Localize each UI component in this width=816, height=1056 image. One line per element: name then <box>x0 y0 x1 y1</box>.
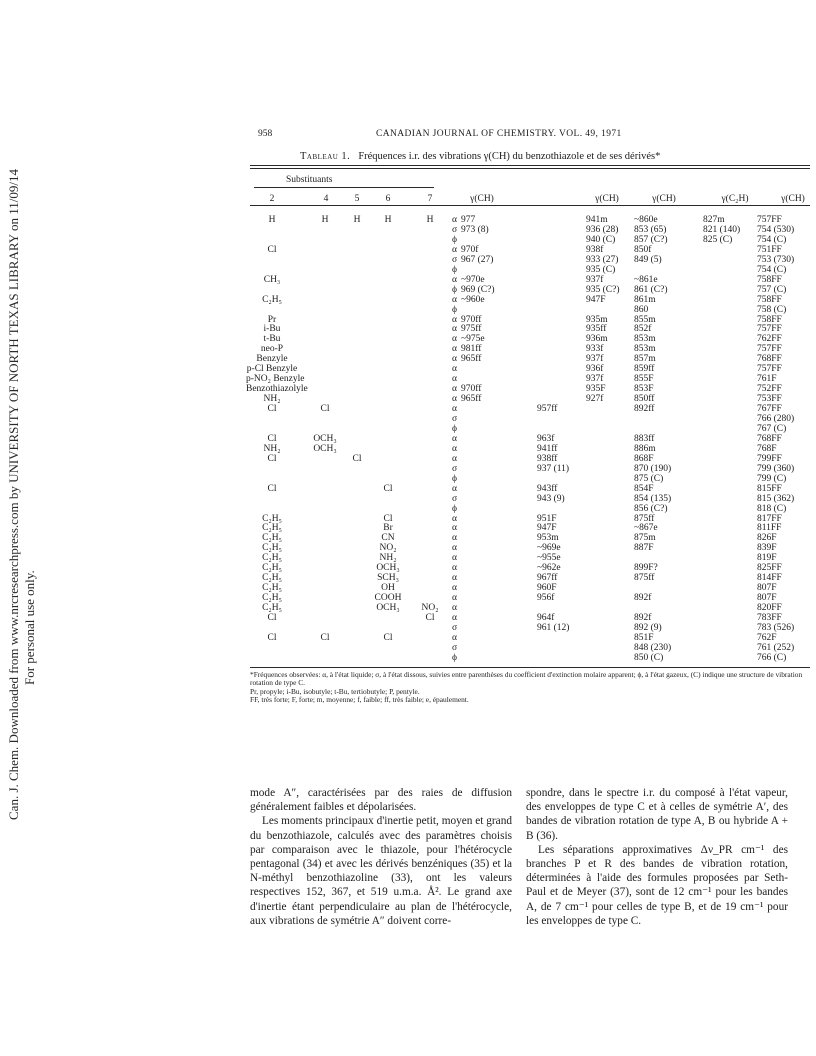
column-header: 6 <box>385 194 391 204</box>
table-cell-g1: ~960e <box>461 294 485 305</box>
table-cell-g1: 967 (27) <box>461 254 494 265</box>
table-cell-ph: α <box>452 324 457 335</box>
table-cell-ph: α <box>452 603 457 614</box>
table-cell-ph: ϕ <box>452 423 458 434</box>
table-cell-g3: 937f <box>586 374 604 385</box>
page-number: 958 <box>258 129 273 139</box>
table-cell-g6: 761F <box>757 374 777 385</box>
table-cell-g4: 855m <box>634 314 656 325</box>
table-cell-ph: α <box>452 314 457 325</box>
table-cell-g4: 853m <box>634 334 656 345</box>
table-cell-s2: p-Cl Benzyle <box>246 364 298 375</box>
table-cell-s2: H <box>268 215 276 225</box>
table-cell-g6: 757 (C) <box>757 284 787 295</box>
table-cell-s4: OCH₃ <box>313 443 337 454</box>
table-cell-g4: 875ff <box>634 513 655 524</box>
table-cell-g4: ~860e <box>634 215 658 225</box>
table-cell-ph: α <box>452 523 457 534</box>
table-cell-g2: 961 (12) <box>537 622 570 633</box>
paragraph: Les moments principaux d'inertie petit, moyen et grand du benzothiazole, calculés avec des paramètres choisis par comparaison avec le thiazole, pour l'hétérocycle pentagonal (34) et avec les dérivés benzéniques (35) et la N-méthyl benzothiazoline (33), ont les valeurs respectives 152, 367, et 519 u.m.a. Å². Le grand axe d'inertie étant perpendiculaire au plan de l'hétérocycle, aux vibrations de symétrie A″ doivent corre- <box>250 815 512 927</box>
table-cell-ph: α <box>452 483 457 494</box>
table-cell-g2: 956f <box>537 593 555 604</box>
table-bottom-rule <box>250 667 810 668</box>
table-cell-g6: 799 (C) <box>757 473 787 484</box>
table-cell-g6: 767FF <box>757 404 782 415</box>
table-cell-g2: 963f <box>537 433 555 444</box>
table-cell-s7: Cl <box>425 613 435 623</box>
footnote-line-1: *Fréquences observées: α, à l'état liquide; σ, à l'état dissous, suivies entre parenthèses du coefficient d'extinction molaire apparent; ϕ, à l'état gazeux, (C) indique une structure de vibration rotation de type C. <box>250 670 803 688</box>
table-cell-s6: OCH₃ <box>376 603 400 614</box>
table-cell-s2: neo-P <box>260 344 284 355</box>
table-cell-g2: 943ff <box>537 483 558 494</box>
table-cell-g2: 937 (11) <box>537 463 570 474</box>
table-cell-g1: 970f <box>461 244 479 255</box>
table-cell-g3: 938f <box>586 244 604 255</box>
table-cell-g4: 853 (65) <box>634 224 667 235</box>
table-cell-s2: C₂H₅ <box>262 533 282 544</box>
table-cell-ph: α <box>452 354 457 365</box>
table-cell-ph: α <box>452 543 457 554</box>
table-cell-ph: σ <box>452 254 458 265</box>
table-caption-label: Tableau 1. <box>300 151 351 162</box>
table-cell-ph: α <box>452 433 457 444</box>
table-cell-g1: 970ff <box>461 384 482 395</box>
table-cell-s2: NH₂ <box>263 394 281 405</box>
table-cell-s2: C₂H₅ <box>262 523 282 534</box>
table-cell-s6: NO₂ <box>379 543 397 554</box>
table-cell-ph: α <box>452 593 457 604</box>
table-cell-ph: α <box>452 583 457 594</box>
table-cell-s2: Cl <box>267 453 277 464</box>
table-cell-g6: 814FF <box>757 573 782 584</box>
table-cell-g2: 951F <box>537 513 557 524</box>
table-cell-s2: C₂H₅ <box>262 563 282 574</box>
table-cell-g6: 783 (526) <box>757 622 795 633</box>
table-cell-ph: α <box>452 374 457 385</box>
table-cell-g1: 975ff <box>461 324 482 335</box>
table-cell-g2: ~955e <box>537 553 561 564</box>
table-cell-g3: 927f <box>586 394 604 405</box>
table-cell-ph: α <box>452 573 457 584</box>
group-header-rule <box>254 187 434 188</box>
table-cell-s2: C₂H₅ <box>262 603 282 614</box>
table-cell-s6: OH <box>381 583 395 594</box>
table-cell-s2: Pr <box>267 314 277 325</box>
table-cell-s2: C₂H₅ <box>262 583 282 594</box>
table-cell-g2: 943 (9) <box>537 493 565 504</box>
table-cell-g4: 887F <box>634 543 654 554</box>
table-cell-g6: 818 (C) <box>757 503 787 514</box>
table-cell-ph: α <box>452 533 457 544</box>
table-cell-ph: α <box>452 244 457 255</box>
table-cell-g6: 758FF <box>757 274 782 285</box>
column-header: 4 <box>323 194 329 204</box>
table-cell-s2: Cl <box>267 483 277 494</box>
table-cell-g6: 783FF <box>757 613 782 623</box>
column-header: γ(CH) <box>781 194 805 204</box>
table-cell-g4: 851F <box>634 632 654 643</box>
table-cell-g4: 892f <box>634 593 652 604</box>
table-cell-g2: 957ff <box>537 404 558 415</box>
table-cell-s6: OCH₃ <box>376 563 400 574</box>
table-cell-g6: 762F <box>757 632 777 643</box>
table-cell-ph: α <box>452 632 457 643</box>
table-cell-g4: 860 <box>634 304 649 315</box>
table-cell-g4: 875ff <box>634 573 655 584</box>
table-cell-g6: 754 (530) <box>757 224 795 235</box>
table-cell-g5: 821 (140) <box>703 224 741 235</box>
table-cell-ph: σ <box>452 642 458 653</box>
table-cell-g1: 965ff <box>461 394 482 405</box>
table-cell-g4: 861m <box>634 294 656 305</box>
table-cell-s6: Br <box>383 523 393 534</box>
table-cell-g6: 768FF <box>757 433 782 444</box>
table-cell-ph: α <box>452 513 457 524</box>
table-cell-g1: 973 (8) <box>461 224 489 235</box>
table-cell-ph: α <box>452 215 457 225</box>
table-caption-text: Fréquences i.r. des vibrations γ(CH) du benzothiazole et de ses dérivés* <box>358 151 661 162</box>
margin-download-line: Can. J. Chem. Downloaded from www.nrcresearchpress.com by UNIVERSITY OF NORTH TEXAS LIBRARY on 11/09/14 <box>6 169 21 820</box>
table-cell-s2: Cl <box>267 404 277 415</box>
table-cell-g4: 892 (9) <box>634 622 662 633</box>
table-cell-s2: Cl <box>267 613 277 623</box>
table-cell-g4: 868F <box>634 453 654 464</box>
table-cell-g3: 947F <box>586 294 606 305</box>
table-top-rule <box>250 165 810 166</box>
table-cell-ph: σ <box>452 463 458 474</box>
table-footnote <box>250 671 810 705</box>
table-cell-s2: C₂H₅ <box>262 513 282 524</box>
table-cell-g6: 768F <box>757 443 777 454</box>
table-cell-g5: 827m <box>703 215 725 225</box>
table-cell-g4: 850f <box>634 244 652 255</box>
table-cell-ph: α <box>452 274 457 285</box>
column-header: 2 <box>269 194 275 204</box>
table-cell-s7: NO₂ <box>421 603 439 614</box>
footnote-line-2: Pr, propyle; i-Bu, isobutyle; t-Bu, tertiobutyle; P, pentyle. <box>250 686 420 696</box>
table-cell-ph: α <box>452 334 457 345</box>
table-cell-s5: H <box>353 215 361 225</box>
table-cell-ph: α <box>452 364 457 375</box>
table-cell-ph: α <box>452 344 457 355</box>
table-cell-ph: σ <box>452 493 458 504</box>
table-cell-g4: 854 (135) <box>634 493 672 504</box>
table-cell-ph: σ <box>452 414 458 424</box>
table-cell-s2: Cl <box>267 632 277 643</box>
table-cell-g1: 969 (C?) <box>461 284 495 295</box>
table-cell-g4: 854F <box>634 483 654 494</box>
table-cell-s6: Cl <box>383 483 393 494</box>
table-cell-ph: α <box>452 394 457 405</box>
table-cell-g6: 815 (362) <box>757 493 795 504</box>
table-cell-g1: 970ff <box>461 314 482 325</box>
table-cell-g1: 981ff <box>461 344 482 355</box>
table-cell-g4: ~867e <box>634 523 658 534</box>
body-right-column <box>526 786 788 928</box>
table-cell-g2: ~962e <box>537 563 561 574</box>
table-cell-g6: 758FF <box>757 314 782 325</box>
table-cell-g2: 941ff <box>537 443 558 454</box>
table-cell-g6: 754 (C) <box>757 264 787 275</box>
table-cell-s6: SCH₃ <box>377 573 399 584</box>
table-cell-s4: H <box>321 215 329 225</box>
table-cell-s4: Cl <box>320 632 330 643</box>
table-cell-g3: 935ff <box>586 324 607 335</box>
table-cell-s6: Cl <box>383 632 393 643</box>
table-cell-ph: ϕ <box>452 503 458 514</box>
table-cell-g6: 757FF <box>757 324 782 335</box>
table-cell-g6: 839F <box>757 543 777 554</box>
table-cell-s2: p-NO₂ Benzyle <box>246 374 305 385</box>
table-cell-ph: ϕ <box>452 284 458 295</box>
column-header: γ(CH) <box>470 194 494 204</box>
table-cell-ph: σ <box>452 622 458 633</box>
table-cell-g6: 758FF <box>757 294 782 305</box>
table-cell-s6: NH₂ <box>379 553 397 564</box>
table-cell-g6: 754 (C) <box>757 234 787 245</box>
table-cell-g6: 758 (C) <box>757 304 787 315</box>
table-cell-g4: 892ff <box>634 404 655 415</box>
table-cell-g3: 935 (C) <box>586 264 616 275</box>
table-cell-ph: α <box>452 553 457 564</box>
table-cell-g4: ~861e <box>634 274 658 285</box>
table-cell-g2: 960F <box>537 583 557 594</box>
table-cell-g4: 857m <box>634 354 656 365</box>
table-cell-s2: CH₃ <box>263 274 281 285</box>
table-cell-g4: 857 (C?) <box>634 234 668 245</box>
table-cell-g4: 849 (5) <box>634 254 662 265</box>
table-cell-g6: 768FF <box>757 354 782 365</box>
footnote-line-3: FF, très forte; F, forte; m, moyenne; f, faible; ff, très faible; e, épaulement. <box>250 695 469 705</box>
table-cell-g1: 965ff <box>461 354 482 365</box>
table-cell-g6: 751FF <box>757 244 782 255</box>
table-cell-ph: α <box>452 294 457 305</box>
table-cell-g2: 964f <box>537 613 555 623</box>
table-cell-g6: 807F <box>757 593 777 604</box>
table-cell-g4: 859ff <box>634 364 655 375</box>
table-cell-g6: 757FF <box>757 364 782 375</box>
table-cell-ph: α <box>452 563 457 574</box>
table-cell-g4: 883ff <box>634 433 655 444</box>
table-cell-g4: 855F <box>634 374 654 385</box>
table-cell-ph: ϕ <box>452 473 458 484</box>
column-header: 5 <box>354 194 360 204</box>
table-cell-g6: 819F <box>757 553 777 564</box>
table-cell-g1: ~970e <box>461 274 485 285</box>
header-bottom-rule <box>250 205 810 206</box>
paragraph: Les séparations approximatives Δν_PR cm⁻¹ des branches P et R des bandes de vibration rotation, déterminées à l'aide des formules proposées par Seth-Paul et de Meyer (37), sont de 12 cm⁻¹ pour les bandes A, de 7 cm⁻¹ pour celles de type B, et de 19 cm⁻¹ pour les enveloppes de type C. <box>526 843 788 927</box>
table-cell-g2: 938ff <box>537 453 558 464</box>
paragraph: mode A″, caractérisées par des raies de diffusion généralement faibles et dépolarisées. <box>250 787 512 814</box>
table-cell-g4: 886m <box>634 443 656 454</box>
table-cell-g6: 807F <box>757 583 777 594</box>
table-cell-s6: CN <box>381 533 395 544</box>
table-cell-g4: 856 (C?) <box>634 503 668 514</box>
column-header: γ(CH) <box>652 194 676 204</box>
table-cell-g2: 967ff <box>537 573 558 584</box>
table-cell-g1: ~975e <box>461 334 485 345</box>
table-cell-ph: ϕ <box>452 264 458 275</box>
paragraph: spondre, dans le spectre i.r. du composé à l'état vapeur, des enveloppes de type C et à celles de symétrie A′, des bandes de vibration rotation de type A, B ou hybride A + B (36). <box>526 787 788 842</box>
table-cell-g6: 811FF <box>757 523 782 534</box>
table-cell-g4: 850 (C) <box>634 652 664 663</box>
journal-title: CANADIAN JOURNAL OF CHEMISTRY. VOL. 49, 1971 <box>376 129 622 139</box>
table-cell-g2: ~969e <box>537 543 561 554</box>
table-cell-g4: 875m <box>634 533 656 544</box>
table-cell-g6: 753 (730) <box>757 254 795 265</box>
table-cell-g6: 762FF <box>757 334 782 345</box>
table-cell-s2: C₂H₅ <box>262 294 282 305</box>
table-cell-g6: 752FF <box>757 384 782 395</box>
table-cell-ph: α <box>452 384 457 395</box>
table-cell-g3: 937f <box>586 354 604 365</box>
table-cell-g4: 853m <box>634 344 656 355</box>
table-cell-s2: Benzyle <box>256 354 288 365</box>
table-cell-g4: 892f <box>634 613 652 623</box>
table-cell-g2: 947F <box>537 523 557 534</box>
group-header-substituants: Substituants <box>286 175 333 185</box>
table-cell-g4: 875 (C) <box>634 473 664 484</box>
table-cell-ph: ϕ <box>452 234 458 245</box>
column-header: 7 <box>427 194 433 204</box>
table-cell-ph: ϕ <box>452 652 458 663</box>
table-cell-g6: 766 (C) <box>757 652 787 663</box>
table-cell-ph: α <box>452 443 457 454</box>
table-caption <box>300 151 660 162</box>
table-cell-g3: 936 (28) <box>586 224 619 235</box>
table-cell-g6: 761 (252) <box>757 642 795 653</box>
table-cell-s7: H <box>426 215 434 225</box>
table-cell-g6: 825FF <box>757 563 782 574</box>
table-cell-g3: 935m <box>586 314 608 325</box>
table-cell-s2: Cl <box>267 433 277 444</box>
table-cell-s2: C₂H₅ <box>262 553 282 564</box>
table-cell-g4: 899F? <box>634 563 658 574</box>
body-left-column <box>250 786 512 928</box>
table-cell-g5: 825 (C) <box>703 234 733 245</box>
table-cell-s2: i-Bu <box>263 324 281 335</box>
table-cell-s6: COOH <box>374 593 402 604</box>
table-cell-g6: 757FF <box>757 215 782 225</box>
table-cell-g3: 933 (27) <box>586 254 619 265</box>
table-cell-s2: NH₂ <box>263 443 281 454</box>
table-cell-g6: 799 (360) <box>757 463 795 474</box>
table-cell-g3: 933f <box>586 344 604 355</box>
table-cell-g6: 820FF <box>757 603 782 614</box>
table-cell-g2: 953m <box>537 533 559 544</box>
table-cell-g3: 941m <box>586 215 608 225</box>
table-cell-ph: σ <box>452 224 458 235</box>
table-cell-ph: α <box>452 613 457 623</box>
table-cell-g4: 861 (C?) <box>634 284 668 295</box>
table-cell-g3: 936m <box>586 334 608 345</box>
column-header: γ(C₂H) <box>721 194 749 204</box>
table-cell-g4: 850ff <box>634 394 655 405</box>
margin-personal-use-line: For personal use only. <box>22 570 37 685</box>
table-cell-g3: 935 (C?) <box>586 284 620 295</box>
table-cell-ph: ϕ <box>452 304 458 315</box>
table-cell-g6: 826F <box>757 533 777 544</box>
table-cell-s2: t-Bu <box>263 334 281 345</box>
table-top-rule-2 <box>250 168 810 169</box>
table-cell-g6: 757FF <box>757 344 782 355</box>
table-cell-g6: 766 (280) <box>757 414 795 424</box>
column-header: γ(CH) <box>595 194 619 204</box>
table-cell-g6: 815FF <box>757 483 782 494</box>
table-cell-g6: 767 (C) <box>757 423 787 434</box>
table-cell-g3: 936f <box>586 364 604 375</box>
table-cell-g3: 940 (C) <box>586 234 616 245</box>
table-cell-s2: C₂H₅ <box>262 543 282 554</box>
table-cell-g6: 799FF <box>757 453 782 464</box>
table-cell-s4: OCH₃ <box>313 433 337 444</box>
table-cell-g4: 848 (230) <box>634 642 672 653</box>
table-cell-g6: 817FF <box>757 513 782 524</box>
table-cell-s6: H <box>384 215 392 225</box>
table-cell-ph: α <box>452 453 457 464</box>
table-cell-s2: C₂H₅ <box>262 593 282 604</box>
table-cell-g4: 852f <box>634 324 652 335</box>
table-cell-g4: 853F <box>634 384 654 395</box>
table-cell-s2: Benzothiazolyle <box>246 384 308 395</box>
table-cell-g6: 753FF <box>757 394 782 405</box>
table-cell-s2: Cl <box>267 244 277 255</box>
table-cell-g4: 870 (190) <box>634 463 672 474</box>
table-cell-ph: α <box>452 404 457 415</box>
table-cell-s2: C₂H₅ <box>262 573 282 584</box>
table-cell-g1: 977 <box>461 215 476 225</box>
table-cell-g3: 935F <box>586 384 606 395</box>
table-cell-s5: Cl <box>352 453 362 464</box>
table-cell-s4: Cl <box>320 404 330 415</box>
table-cell-s6: Cl <box>383 513 393 524</box>
table-cell-g3: 937f <box>586 274 604 285</box>
